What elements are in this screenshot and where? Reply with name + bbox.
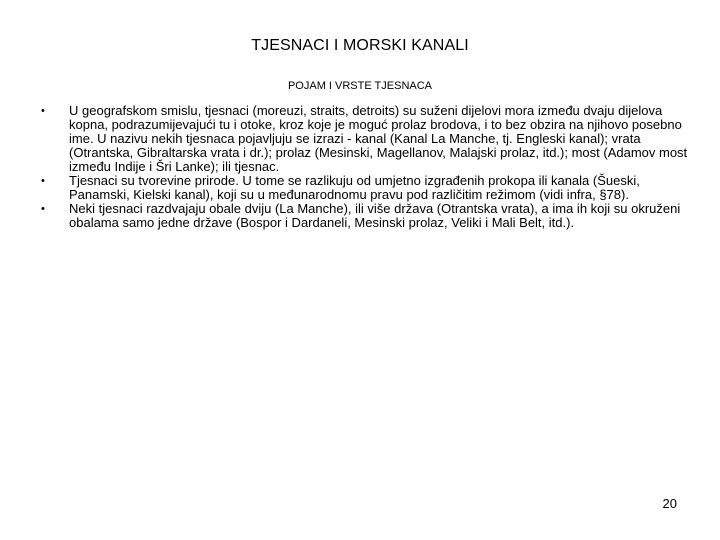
bullet-icon: • <box>41 175 45 187</box>
bullet-list <box>40 104 690 230</box>
bullet-item-2 <box>40 174 690 202</box>
slide-subtitle: POJAM I VRSTE TJESNACA <box>287 80 433 92</box>
bullet-item-3 <box>40 202 690 230</box>
slide-title: TJESNACI I MORSKI KANALI <box>251 37 469 54</box>
bullet-icon: • <box>41 105 45 117</box>
page-number: 20 <box>662 496 677 511</box>
bullet-text-3: Neki tjesnaci razdvajaju obale dviju (La Manche), ili više država (Otrantska vrata), a ima ih koji su okruženi obalama samo jedne države (Bospor i Dardaneli, Mesinski prolaz, Veliki i Mali Belt, itd.). <box>69 201 681 230</box>
bullet-item-1 <box>40 104 690 174</box>
bullet-text-1: U geografskom smislu, tjesnaci (moreuzi, straits, detroits) su suženi dijelovi mora između dvaju dijelova kopna, podrazumijevajući tu i otoke, kroz koje je moguć prolaz brodova, i to bez obzira na njihovo posebno ime. U nazivu nekih tjesnaca pojavljuju se izrazi - kanal (Kanal La Manche, tj. Engleski kanal); vrata (Otrantska, Gibraltarska vrata i dr.); prolaz (Mesinski, Magellanov, Malajski prolaz, itd.); most (Adamov most između Indije i Šri Lanke); ili tjesnac. <box>69 103 688 174</box>
bullet-icon: • <box>41 203 45 215</box>
bullet-text-2: Tjesnaci su tvorevine prirode. U tome se razlikuju od umjetno izgrađenih prokopa ili kanala (Šueski, Panamski, Kielski kanal), koji su u međunarodnomu pravu pod različitim režimom (vidi infra, §78). <box>69 173 640 202</box>
